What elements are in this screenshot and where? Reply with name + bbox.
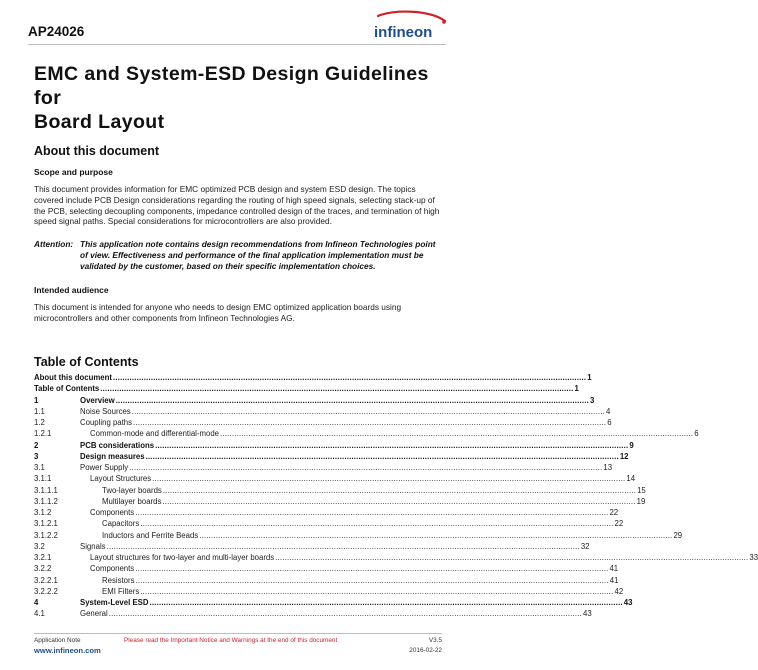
toc-title: Inductors and Ferrite Beads <box>102 530 199 540</box>
toc-leader-dots: ........................................................................................................................................................................................................ <box>135 575 609 585</box>
toc-title: Overview <box>80 395 115 405</box>
toc-page-number: 1 <box>574 384 579 394</box>
toc-title: Noise Sources <box>80 406 131 416</box>
toc-leader-dots: ........................................................................................................................................................................................................ <box>275 553 749 562</box>
toc-number: 3.1.2.2 <box>34 530 58 540</box>
scope-heading: Scope and purpose <box>34 167 113 177</box>
toc-page-number: 41 <box>609 575 619 585</box>
toc-leader-dots: ........................................................................................................................................................................................................ <box>149 598 623 607</box>
footer-divider <box>34 633 442 634</box>
toc-row[interactable] <box>34 373 592 383</box>
toc-row[interactable] <box>34 429 699 439</box>
toc-row[interactable] <box>34 586 624 597</box>
toc-leader-dots: ........................................................................................................................................................................................................ <box>108 609 582 619</box>
toc-page-number: 43 <box>623 598 633 607</box>
toc-page-number: 14 <box>626 474 636 484</box>
document-title <box>34 62 444 134</box>
toc-number: 2 <box>34 440 39 450</box>
toc-title: Power Supply <box>80 463 129 472</box>
toc-number: 4.1 <box>34 609 45 619</box>
toc-leader-dots: ........................................................................................................................................................................................................ <box>106 541 580 551</box>
toc-row[interactable] <box>34 609 592 619</box>
toc-row[interactable] <box>34 496 646 507</box>
toc-title: Capacitors <box>102 519 140 529</box>
toc-page-number: 22 <box>614 519 624 529</box>
toc-number: 4 <box>34 598 39 607</box>
toc-title: Table of Contents <box>34 384 100 394</box>
toc-page-number: 15 <box>637 485 646 495</box>
toc-row[interactable] <box>34 395 595 406</box>
toc-row[interactable] <box>34 519 624 529</box>
toc-title: Layout Structures <box>90 474 152 484</box>
toc-number: 3.1.2.1 <box>34 519 58 529</box>
toc-row[interactable] <box>34 451 629 462</box>
toc-page-number: 13 <box>603 463 613 472</box>
toc-row[interactable] <box>34 463 613 473</box>
toc-leader-dots: ........................................................................................................................................................................................................ <box>133 418 607 427</box>
toc-leader-dots: ........................................................................................................................................................................................................ <box>135 564 609 574</box>
footer-url-link[interactable]: www.infineon.com <box>34 646 101 655</box>
toc-title: General <box>80 609 108 619</box>
toc-page-number: 12 <box>619 451 629 461</box>
toc-row[interactable] <box>34 575 619 586</box>
toc-row[interactable] <box>34 474 636 484</box>
toc-page-number: 4 <box>605 406 611 416</box>
toc-page-number: 6 <box>694 429 699 439</box>
toc-row[interactable] <box>34 440 634 451</box>
toc-page-number: 43 <box>583 609 592 619</box>
toc-number: 3.2.2 <box>34 564 52 574</box>
toc-number: 3.1.1 <box>34 474 52 484</box>
footer-notice: Please read the Important Notice and Warnings at the end of this document <box>124 637 338 644</box>
toc-leader-dots: ........................................................................................................................................................................................................ <box>155 440 629 450</box>
toc-row[interactable] <box>34 384 579 394</box>
toc-number: 3.2 <box>34 541 45 551</box>
toc-page-number: 42 <box>614 586 624 596</box>
toc-page-number: 32 <box>580 541 590 551</box>
toc-leader-dots: ........................................................................................................................................................................................................ <box>140 519 614 529</box>
attention-text: This application note contains design recommendations from Infineon Technologies point of view. Effectiveness and performance of the final application implementation must be validated by the customer, based on their specific implementation choices. <box>80 239 436 271</box>
attention-label: Attention: <box>34 239 74 249</box>
toc-title: Common-mode and differential-mode <box>90 429 220 439</box>
toc-leader-dots: ........................................................................................................................................................................................................ <box>135 508 609 517</box>
toc-leader-dots: ........................................................................................................................................................................................................ <box>131 406 605 416</box>
toc-row[interactable] <box>34 508 619 518</box>
logo-text: infineon <box>374 24 433 41</box>
document-header <box>28 12 446 45</box>
scope-text: This document provides information for EMC optimized PCB design and system ESD design. The topics covered include PCB Design considerations regarding the routing of high speed signals, selecting stack-up of the PCB, selecting decoupling components, impedance controlled design of the traces, and termination of high speed signal paths. Special considerations for microcontrollers are also provided. <box>34 184 440 227</box>
toc-row[interactable] <box>34 564 619 574</box>
toc-title: Two-layer boards <box>102 485 162 495</box>
toc-leader-dots: ........................................................................................................................................................................................................ <box>199 530 673 540</box>
toc-row[interactable] <box>34 485 646 496</box>
toc-title: System-Level ESD <box>80 598 149 607</box>
toc-title: Layout structures for two-layer and multi-layer boards <box>90 553 275 562</box>
footer-version: V3.5 <box>428 637 442 644</box>
toc-leader-dots: ........................................................................................................................................................................................................ <box>220 429 694 439</box>
toc-row[interactable] <box>34 553 758 563</box>
toc-number: 3.1 <box>34 463 45 472</box>
toc-page-number: 33 <box>749 553 758 562</box>
toc-page-number: 1 <box>587 373 592 382</box>
toc-title: PCB considerations <box>80 440 155 450</box>
toc-row[interactable] <box>34 406 611 417</box>
toc-page-number: 3 <box>589 395 595 405</box>
title-line-1: EMC and System-ESD Design Guidelines for <box>34 63 429 109</box>
toc-leader-dots: ........................................................................................................................................................................................................ <box>140 586 614 596</box>
toc-row[interactable] <box>34 598 633 608</box>
toc-title: Design measures <box>80 451 145 461</box>
toc-number: 3.2.2.2 <box>34 586 58 596</box>
toc-page-number: 19 <box>636 496 646 506</box>
toc-leader-dots: ........................................................................................................................................................................................................ <box>162 485 637 495</box>
toc-number: 1.2 <box>34 418 45 427</box>
toc-number: 3.1.1.2 <box>34 496 58 506</box>
toc-leader-dots: ........................................................................................................................................................................................................ <box>145 451 619 461</box>
toc-leader-dots: ........................................................................................................................................................................................................ <box>152 474 626 484</box>
toc-number: 3.2.1 <box>34 553 52 562</box>
toc-row[interactable] <box>34 530 683 541</box>
footer-label: Application Note <box>34 637 81 644</box>
toc-title: EMI Filters <box>102 586 140 596</box>
toc-leader-dots: ........................................................................................................................................................................................................ <box>100 384 574 394</box>
toc-title: Components <box>90 564 135 574</box>
title-line-2: Board Layout <box>34 111 165 133</box>
toc-number: 1.2.1 <box>34 429 52 439</box>
toc-leader-dots: ........................................................................................................................................................................................................ <box>129 463 603 472</box>
toc-leader-dots: ........................................................................................................................................................................................................ <box>162 496 636 506</box>
toc-number: 3 <box>34 451 39 461</box>
document-id: AP24026 <box>28 24 85 39</box>
toc-leader-dots: ........................................................................................................................................................................................................ <box>112 373 587 382</box>
toc-title: Coupling paths <box>80 418 133 427</box>
toc-page-number: 29 <box>673 530 683 540</box>
toc-row[interactable] <box>34 541 590 552</box>
toc-row[interactable] <box>34 418 612 428</box>
toc-heading: Table of Contents <box>34 355 139 369</box>
toc-page-number: 9 <box>629 440 634 450</box>
infineon-logo <box>372 12 446 42</box>
toc-number: 3.1.1.1 <box>34 485 58 495</box>
toc-title: Resistors <box>102 575 135 585</box>
toc-page-number: 6 <box>607 418 612 427</box>
toc-page-number: 22 <box>609 508 619 517</box>
audience-text: This document is intended for anyone who needs to design EMC optimized application boards using microcontrollers and other components from Infineon Technologies AG. <box>34 302 402 323</box>
toc-number: 1.1 <box>34 406 45 416</box>
about-heading: About this document <box>34 144 159 158</box>
toc-title: Multilayer boards <box>102 496 162 506</box>
toc-title: Signals <box>80 541 106 551</box>
toc-title: About this document <box>34 373 112 382</box>
toc-number: 3.1.2 <box>34 508 52 517</box>
toc-title: Components <box>90 508 135 517</box>
audience-heading: Intended audience <box>34 285 109 295</box>
toc-leader-dots: ........................................................................................................................................................................................................ <box>115 395 589 405</box>
toc-page-number: 41 <box>609 564 619 574</box>
footer-date: 2016-02-22 <box>409 647 442 654</box>
toc-number: 1 <box>34 395 39 405</box>
toc-number: 3.2.2.1 <box>34 575 58 585</box>
